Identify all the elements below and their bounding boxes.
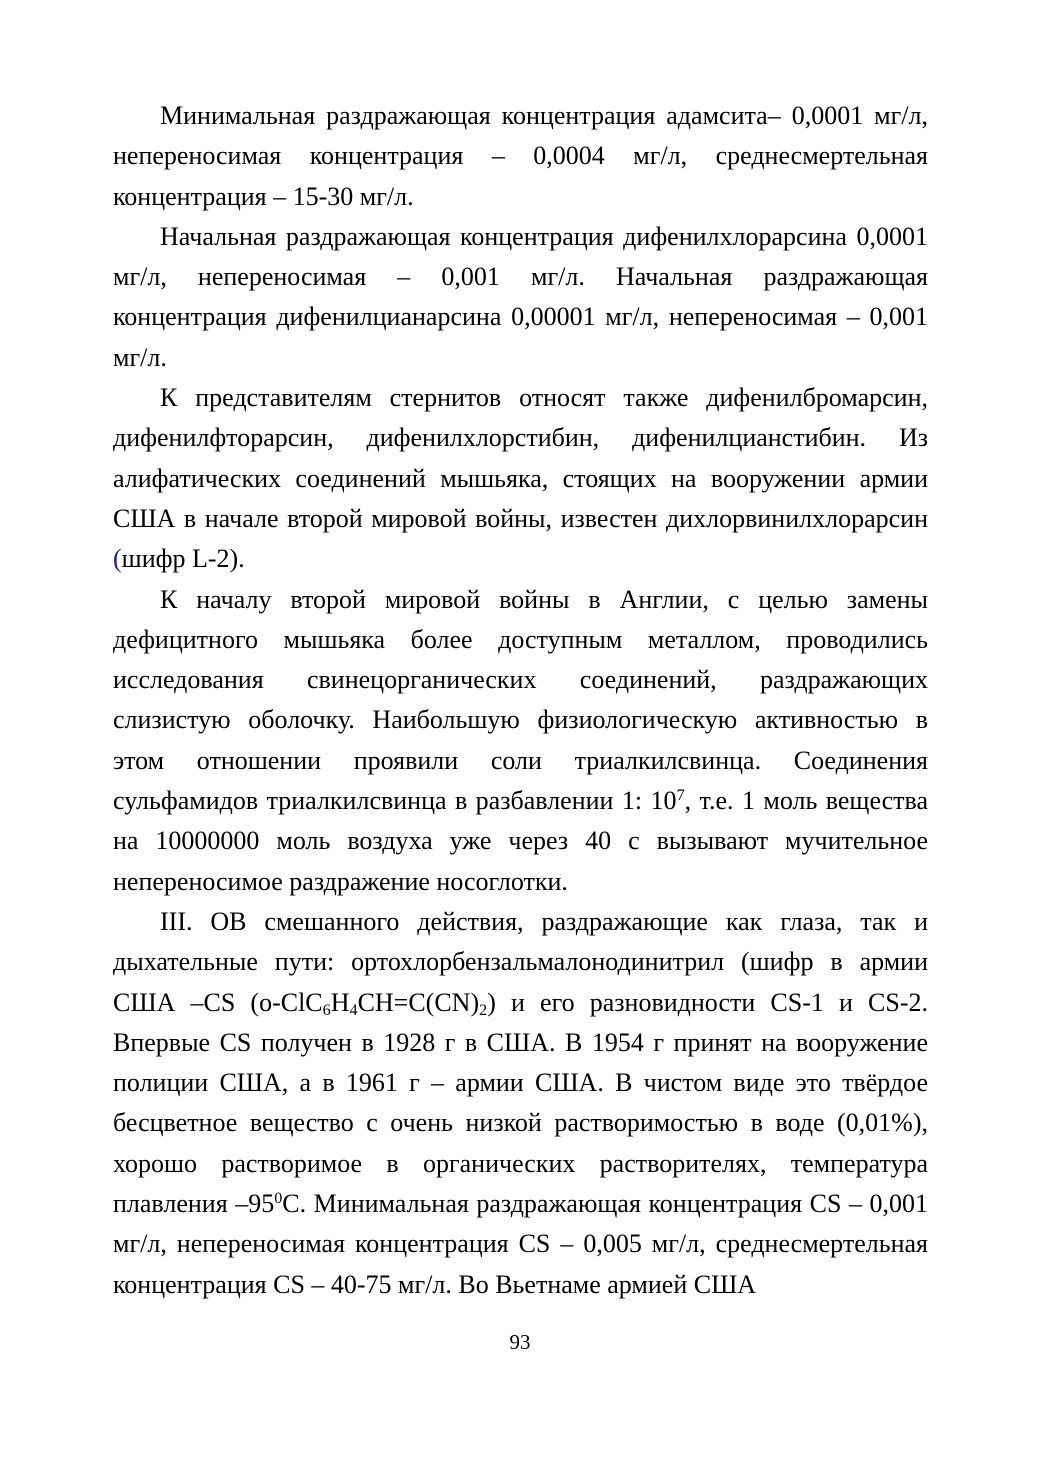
page-number: 93	[509, 1330, 531, 1354]
paragraph: Минимальная раздражающая концентрация адамсита– 0,0001 мг/л, непереносимая концентрация – 0,0004 мг/л, среднесмертельная концентрация – 15-30 мг/л.	[113, 101, 928, 211]
text-body	[113, 96, 928, 1305]
paragraph: III. ОВ смешанного действия, раздражающие как глаза, так и дыхательные пути: ортохлорбензальмалонодинитрил (шифр в армии США –CS $(o-ClC_6H_4CH=C(CN)_2)$ и его разновидности CS-1 и CS-2. Впервые CS получен в 1928 г в США. В 1954 г принят на вооружение полиции США, а в 1961 г – армии США. В чистом виде это твёрдое бесцветное вещество с очень низкой растворимостью в воде (0,01%), хорошо растворимое в органических растворителях, температура плавления $-95^0С$. Минимальная раздражающая концентрация CS – 0,001 мг/л, непереносимая концентрация CS – 0,005 мг/л, среднесмертельная концентрация CS – 40-75 мг/л. Во Вьетнаме армией США	[113, 906, 929, 1299]
paragraph: К началу второй мировой войны в Англии, с целью замены дефицитного мышьяка более доступным металлом, проводились исследования свинецорганических соединений, раздражающих слизистую оболочку. Наибольшую физиологическую активностью в этом отношении проявили соли триалкилсвинца. Соединения сульфамидов триалкилсвинца в разбавлении 1: $10^7$, т.е. 1 моль вещества на 10000000 моль воздуха уже через 40 с вызывают мучительное непереносимое раздражение носоглотки.	[113, 584, 929, 896]
paragraph: К представителям стернитов относят также дифенилбромарсин, дифенилфторарсин, дифенилхлорстибин, дифенилцианстибин. Из алифатических соединений мышьяка, стоящих на вооружении армии США в начале второй мировой войны, известен дихлорвинилхлорарсин (шифр L-2).	[113, 383, 928, 574]
paragraph: Начальная раздражающая концентрация дифенилхлорарсина 0,0001 мг/л, непереносимая – 0,001 мг/л. Начальная раздражающая концентрация дифенилцианарсина 0,00001 мг/л, непереносимая – 0,001 мг/л.	[113, 221, 928, 372]
